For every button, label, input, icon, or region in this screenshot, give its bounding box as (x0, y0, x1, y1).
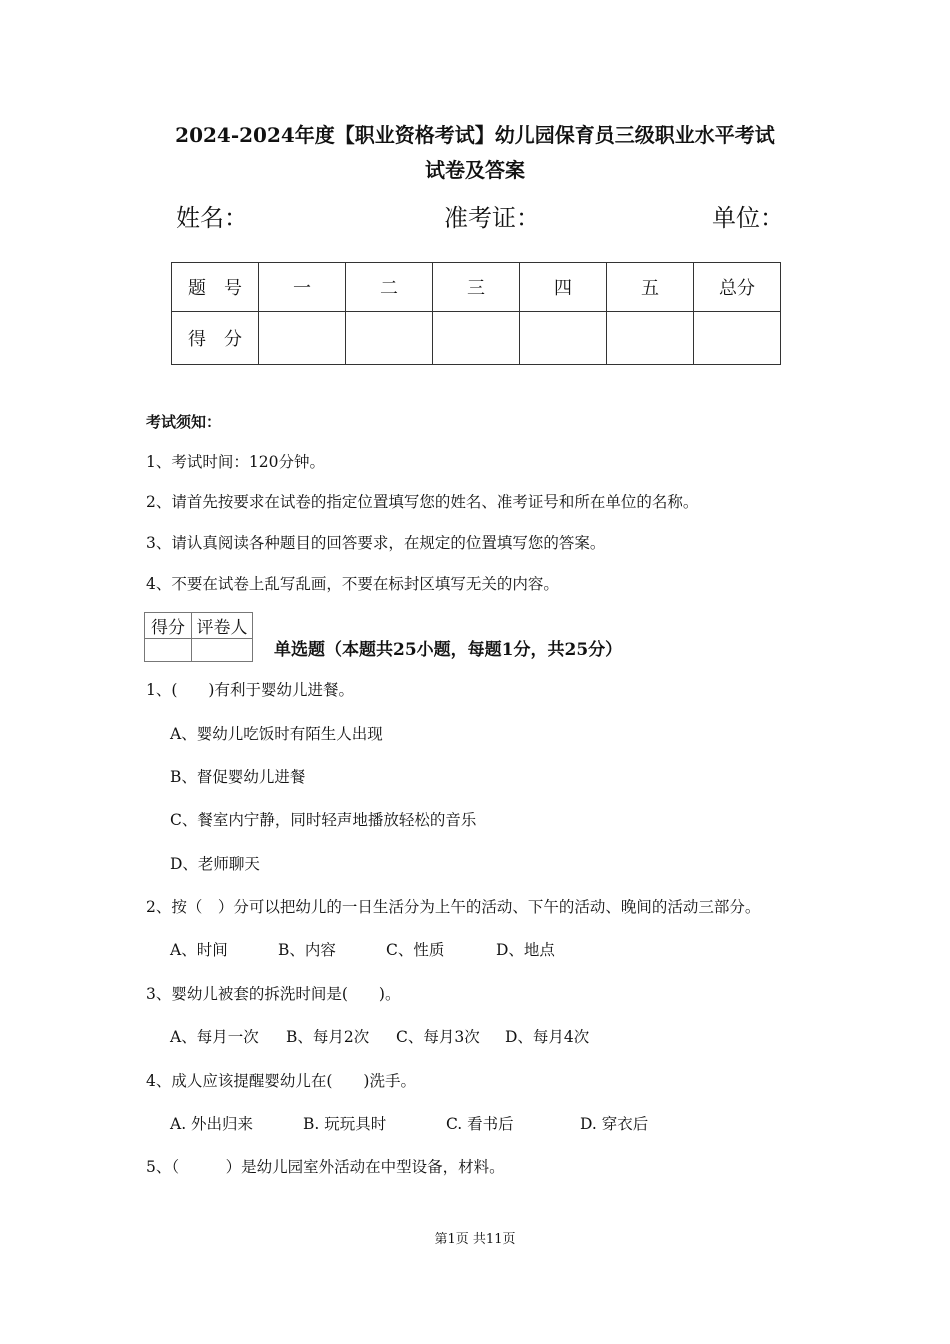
question-3-stem: 3、婴幼儿被套的拆洗时间是( )。 (146, 985, 401, 1003)
notice-item: 1、考试时间：120分钟。 (146, 453, 325, 471)
score-input-cell[interactable] (694, 312, 781, 365)
question-5-stem: 5、（ ）是幼儿园室外活动在中型设备，材料。 (146, 1158, 505, 1176)
question-2-option-a: A、时间 (170, 941, 228, 959)
score-input-cell[interactable] (607, 312, 694, 365)
question-3-option-d: D、每月4次 (505, 1028, 590, 1046)
section-heading: 单选题（本题共25小题，每题1分，共25分） (274, 640, 623, 660)
score-table-header-cell: 五 (607, 263, 694, 312)
question-1-option-d: D、老师聊天 (170, 855, 260, 873)
grader-score-cell[interactable] (145, 639, 192, 662)
notice-item: 3、请认真阅读各种题目的回答要求，在规定的位置填写您的答案。 (146, 534, 606, 552)
question-4-option-c: C. 看书后 (446, 1115, 514, 1133)
score-table-header-cell: 一 (259, 263, 346, 312)
score-table-score-row (172, 312, 781, 365)
page-footer: 第1页 共11页 (434, 1232, 516, 1247)
question-3-option-a: A、每月一次 (170, 1028, 259, 1046)
question-3-option-c: C、每月3次 (396, 1028, 480, 1046)
score-table-header-cell: 二 (346, 263, 433, 312)
question-2-option-d: D、地点 (496, 941, 555, 959)
score-table-header-cell: 四 (520, 263, 607, 312)
score-input-cell[interactable] (433, 312, 520, 365)
question-1-option-c: C、餐室内宁静，同时轻声地播放轻松的音乐 (170, 811, 477, 829)
question-4-option-d: D. 穿衣后 (580, 1115, 649, 1133)
score-table-header-cell: 三 (433, 263, 520, 312)
score-input-cell[interactable] (259, 312, 346, 365)
unit-field-label: 单位： (712, 204, 784, 232)
document-title-line1: 2024-2024年度【职业资格考试】幼儿园保育员三级职业水平考试 (175, 123, 775, 147)
notice-heading: 考试须知： (146, 413, 222, 431)
grader-score-label: 得分 (145, 613, 192, 639)
score-input-cell[interactable] (346, 312, 433, 365)
score-table (171, 262, 781, 365)
question-2-option-b: B、内容 (278, 941, 336, 959)
question-1-option-a: A、婴幼儿吃饭时有陌生人出现 (170, 725, 383, 743)
score-row-label: 得 分 (172, 312, 259, 365)
question-4-stem: 4、成人应该提醒婴幼儿在( )洗手。 (146, 1072, 416, 1090)
question-4-option-b: B. 玩玩具时 (303, 1115, 387, 1133)
document-title-line2: 试卷及答案 (425, 158, 525, 182)
notice-item: 4、不要在试卷上乱写乱画，不要在标封区填写无关的内容。 (146, 575, 559, 593)
question-2-option-c: C、性质 (386, 941, 445, 959)
question-2-options (170, 938, 555, 962)
question-3-options (170, 1025, 589, 1049)
exam-id-field-label: 准考证： (444, 204, 540, 232)
score-input-cell[interactable] (520, 312, 607, 365)
question-4-options (170, 1112, 648, 1136)
score-table-header-row (172, 263, 781, 312)
question-4-option-a: A. 外出归来 (170, 1115, 254, 1133)
score-table-header-cell: 总分 (694, 263, 781, 312)
name-field-label: 姓名： (176, 204, 248, 232)
question-3-option-b: B、每月2次 (286, 1028, 370, 1046)
question-1-option-b: B、督促婴幼儿进餐 (170, 768, 306, 786)
grader-name-label: 评卷人 (192, 613, 253, 639)
score-table-header-cell: 题 号 (172, 263, 259, 312)
grader-box (144, 612, 253, 662)
question-1-stem: 1、( )有利于婴幼儿进餐。 (146, 681, 354, 699)
question-2-stem: 2、按（ ）分可以把幼儿的一日生活分为上午的活动、下午的活动、晚间的活动三部分。 (146, 898, 761, 916)
grader-name-cell[interactable] (192, 639, 253, 662)
notice-item: 2、请首先按要求在试卷的指定位置填写您的姓名、准考证号和所在单位的名称。 (146, 493, 699, 511)
